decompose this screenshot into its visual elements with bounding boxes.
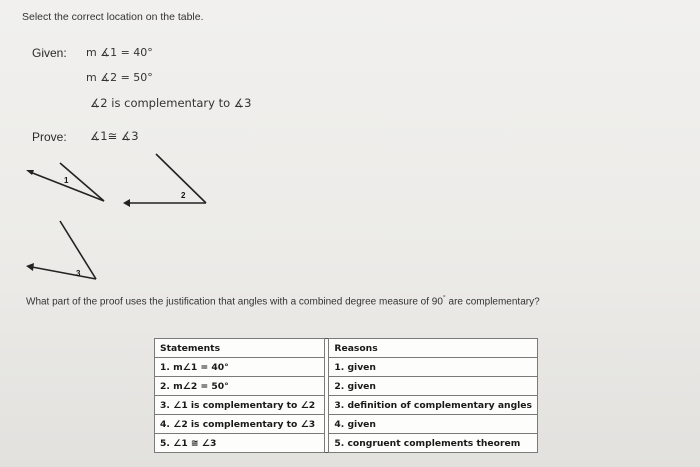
reason-cell-4[interactable]: 4. given: [329, 415, 538, 434]
question-text-start: What part of the proof uses the justification that angles with a combined degree measure of 90: [26, 296, 443, 308]
statement-cell-3[interactable]: 3. ∠1 is complementary to ∠2: [155, 396, 325, 415]
statement-cell-1[interactable]: 1. m∠1 = 40°: [155, 358, 325, 377]
angle-2-number: 2: [181, 191, 186, 200]
table-row: [155, 396, 538, 415]
reasons-header: Reasons: [329, 339, 538, 358]
statement-cell-5[interactable]: 5. ∠1 ≅ ∠3: [155, 434, 325, 453]
table-row: [155, 358, 538, 377]
question-text-end: are complementary?: [445, 296, 540, 308]
angle-3-ray-base: [32, 267, 96, 279]
statement-cell-4[interactable]: 4. ∠2 is complementary to ∠3: [155, 415, 325, 434]
given-line-2: m ∡2 = 50°: [86, 71, 153, 84]
table-row: [155, 415, 538, 434]
statements-header: Statements: [155, 339, 325, 358]
angle-1-arrowhead: [26, 170, 34, 175]
angle-3-number: 3: [76, 269, 81, 278]
question-degree: °: [442, 295, 446, 302]
angle-3-arrowhead: [26, 263, 34, 271]
given-line-1: m ∡1 = 40°: [86, 46, 153, 59]
table-header-row: [155, 339, 538, 358]
reason-cell-2[interactable]: 2. given: [329, 377, 538, 396]
given-label: Given:: [32, 46, 67, 60]
prove-statement: ∡1≅ ∡3: [90, 129, 139, 143]
angle-2-figure: [122, 150, 210, 208]
reason-cell-3[interactable]: 3. definition of complementary angles: [329, 396, 538, 415]
reason-cell-5[interactable]: 5. congruent complements theorem: [329, 434, 538, 453]
reason-cell-1[interactable]: 1. given: [329, 358, 538, 377]
proof-table: [154, 338, 538, 453]
angle-1-figure: [24, 160, 108, 206]
angle-1-number: 1: [64, 176, 69, 185]
prove-label: Prove:: [32, 130, 67, 144]
angle-2-arrowhead: [123, 199, 130, 207]
instruction-text: Select the correct location on the table.: [22, 11, 204, 23]
angle-3-figure: [24, 215, 100, 285]
table-row: [155, 377, 538, 396]
table-row: [155, 434, 538, 453]
given-line-3: ∡2 is complementary to ∡3: [90, 96, 252, 110]
statement-cell-2[interactable]: 2. m∠2 = 50°: [155, 377, 325, 396]
question-text: [26, 295, 540, 307]
